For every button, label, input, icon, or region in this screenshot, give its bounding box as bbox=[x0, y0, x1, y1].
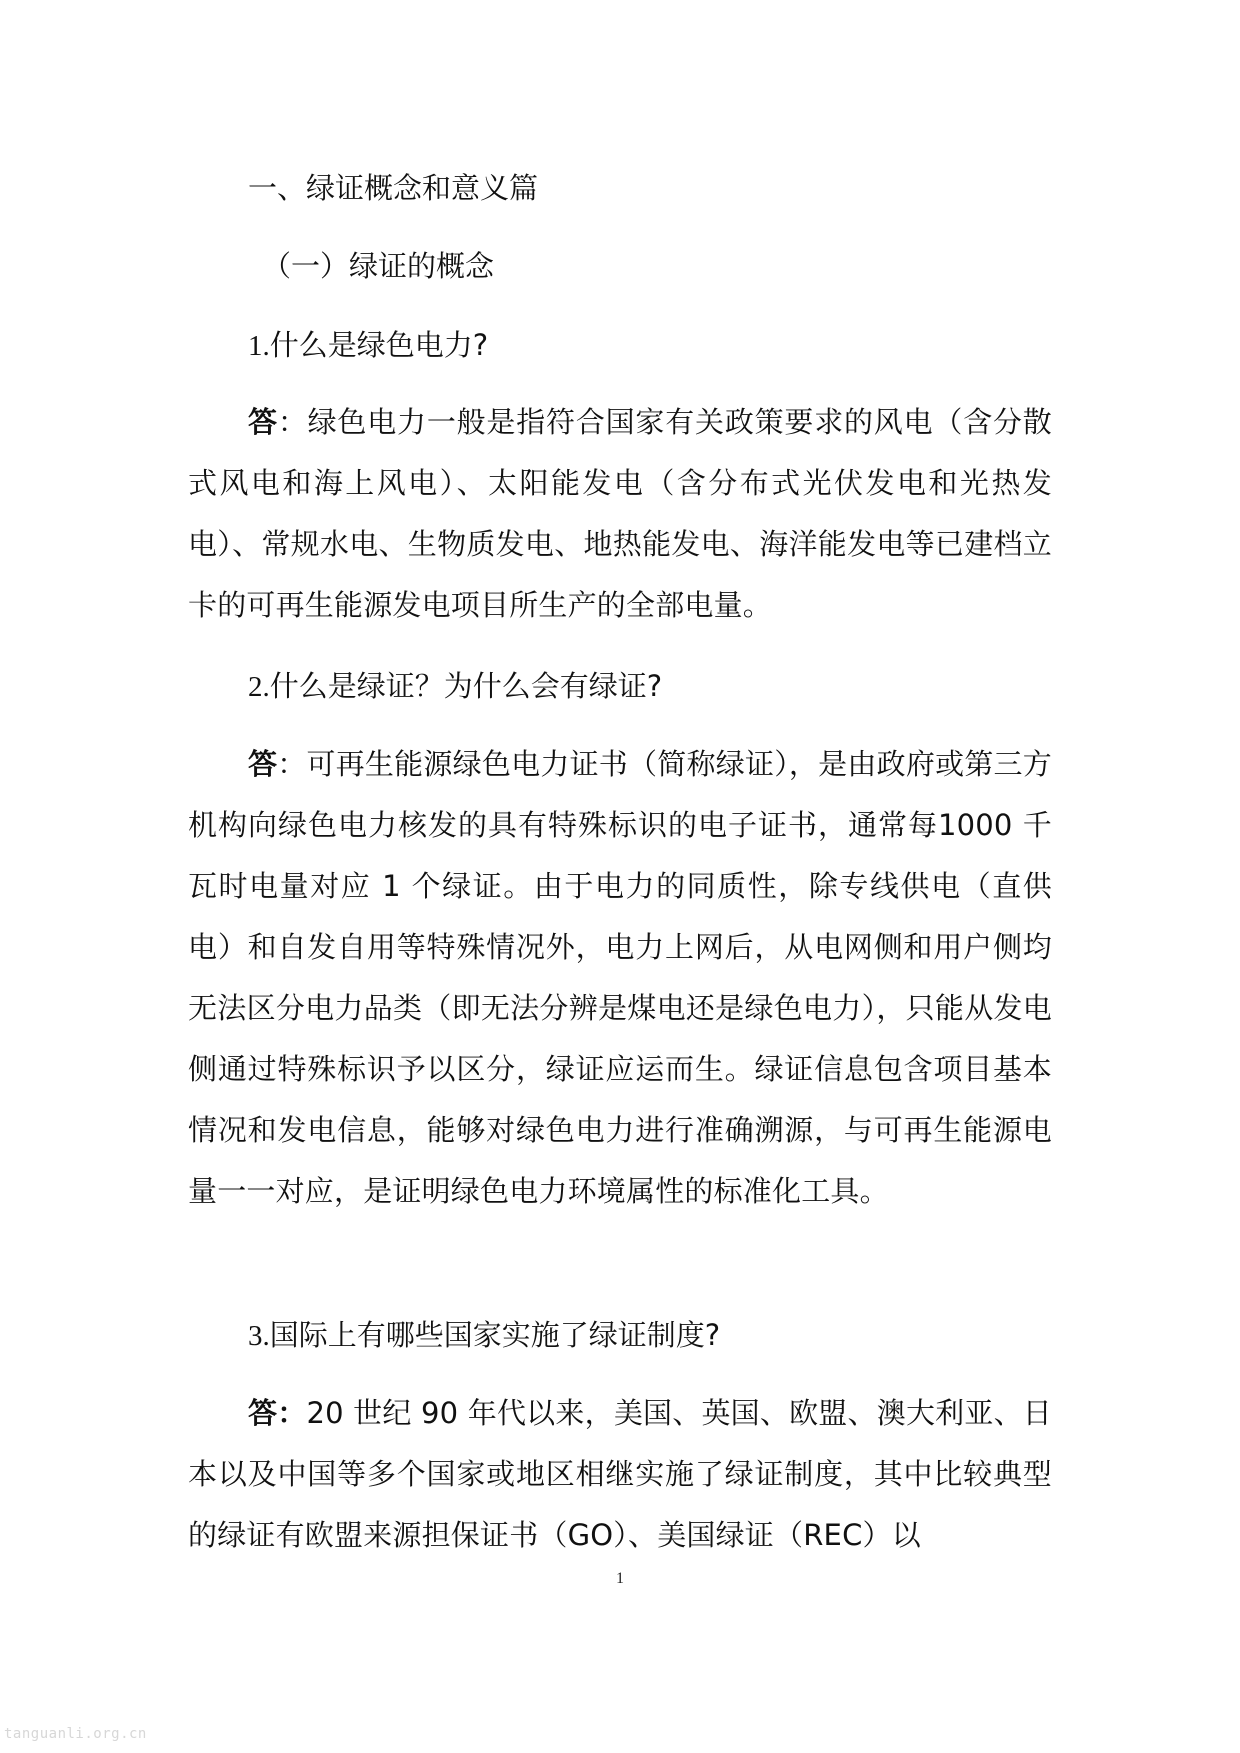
question-3-text: 国际上有哪些国家实施了绿证制度? bbox=[269, 1318, 721, 1352]
subsection-title: （一）绿证的概念 bbox=[262, 249, 495, 283]
answer-1-label: 答 bbox=[248, 405, 278, 439]
answer-1 bbox=[188, 392, 1052, 636]
answer-2-label: 答 bbox=[248, 747, 278, 781]
question-1 bbox=[248, 325, 488, 366]
answer-2-text: 可再生能源绿色电力证书（简称绿证），是由政府或第三方机构向绿色电力核发的具有特殊标识的电子证书，通常每1000 千瓦时电量对应 1 个绿证。由于电力的同质性，除专线供电（直供电）和自发自用等特殊情况外，电力上网后，从电网侧和用户侧均无法区分电力品类（即无法分辨是煤电还是绿色电力），只能从发电侧通过特殊标识予以区分，绿证应运而生。绿证信息包含项目基本情况和发电信息，能够对绿色电力进行准确溯源，与可再生能源电量一一对应，是证明绿色电力环境属性的标准化工具。 bbox=[188, 747, 1052, 1208]
question-3-number: 3. bbox=[248, 1320, 270, 1352]
answer-2 bbox=[188, 734, 1052, 1222]
page-number: 1 bbox=[616, 1570, 624, 1587]
watermark: tanguanli.org.cn bbox=[4, 1726, 147, 1742]
question-2 bbox=[248, 666, 662, 707]
question-3 bbox=[248, 1315, 720, 1356]
answer-1-separator: ： bbox=[277, 405, 308, 439]
question-1-number: 1. bbox=[248, 330, 270, 362]
answer-1-text: 绿色电力一般是指符合国家有关政策要求的风电（含分散式风电和海上风电）、太阳能发电（含分布式光伏发电和光热发电）、常规水电、生物质发电、地热能发电、海洋能发电等已建档立卡的可再生能源发电项目所生产的全部电量。 bbox=[188, 405, 1053, 622]
answer-3-label: 答： bbox=[248, 1396, 307, 1430]
question-2-number: 2. bbox=[248, 671, 270, 703]
answer-2-separator: ： bbox=[277, 747, 307, 781]
answer-3-text: 20 世纪 90 年代以来，美国、英国、欧盟、澳大利亚、日本以及中国等多个国家或地区相继实施了绿证制度，其中比较典型的绿证有欧盟来源担保证书（GO）、美国绿证（REC）以 bbox=[188, 1396, 1052, 1552]
section-title: 一、绿证概念和意义篇 bbox=[248, 171, 539, 205]
question-1-text: 什么是绿色电力? bbox=[269, 328, 489, 362]
question-2-text: 什么是绿证？为什么会有绿证? bbox=[269, 669, 663, 703]
answer-3 bbox=[188, 1383, 1052, 1566]
